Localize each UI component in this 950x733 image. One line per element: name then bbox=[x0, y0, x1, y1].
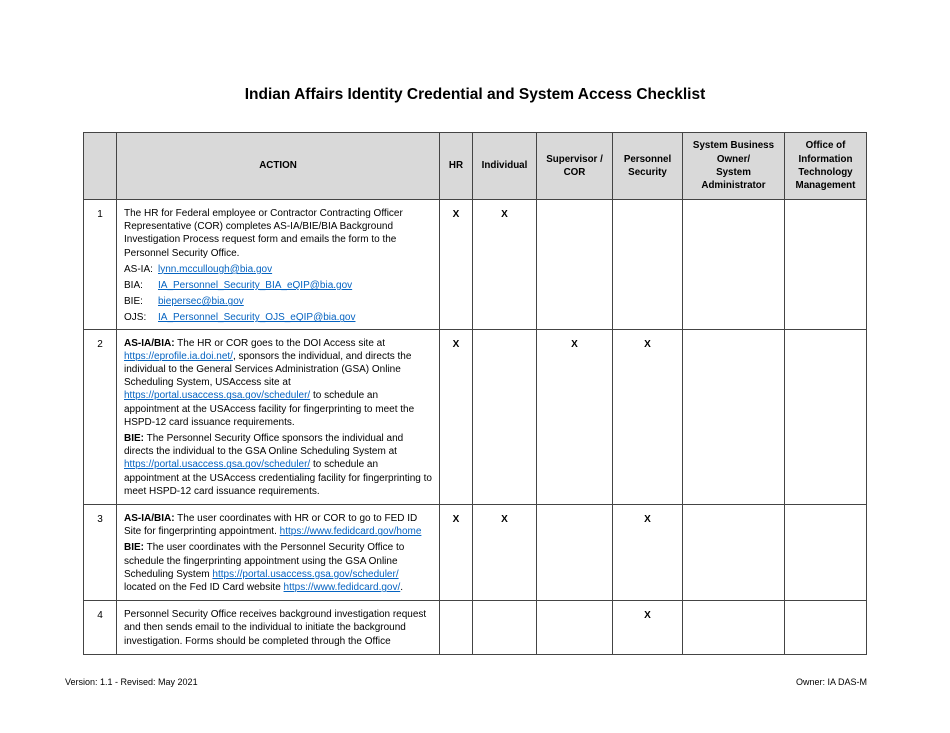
action-cell bbox=[117, 200, 440, 330]
contact-line bbox=[124, 263, 433, 276]
sbo-mark bbox=[683, 505, 785, 601]
individual-mark: X bbox=[473, 505, 537, 601]
org-label: AS-IA/BIA: bbox=[124, 337, 175, 349]
table-row bbox=[84, 601, 867, 655]
email-link[interactable]: biepersec@bia.gov bbox=[158, 296, 244, 308]
hr-mark: X bbox=[440, 200, 473, 330]
header-hr: HR bbox=[440, 133, 473, 200]
individual-mark bbox=[473, 601, 537, 655]
contact-label: BIE: bbox=[124, 296, 143, 308]
action-text: to schedule an appointment at the USAccess facility for fingerprinting to meet the HSPD-12 card issuance requirements. bbox=[124, 390, 415, 428]
action-text: located on the Fed ID Card website bbox=[124, 582, 284, 594]
table-row bbox=[84, 329, 867, 504]
fedidcard-link[interactable]: https://www.fedidcard.gov/ bbox=[283, 582, 401, 594]
table-row bbox=[84, 200, 867, 330]
supervisor-mark bbox=[537, 200, 613, 330]
usaccess-scheduler-link[interactable]: https://portal.usaccess.gsa.gov/scheduler/ bbox=[124, 459, 311, 471]
action-paragraph bbox=[124, 337, 433, 429]
org-label: BIE: bbox=[124, 542, 144, 554]
action-cell bbox=[117, 601, 440, 655]
row-number: 2 bbox=[84, 329, 117, 504]
contact-line bbox=[124, 279, 433, 292]
action-text: The HR or COR goes to the DOI Access site at bbox=[174, 337, 386, 349]
header-num bbox=[84, 133, 117, 200]
header-individual: Individual bbox=[473, 133, 537, 200]
header-oitm: Office of Information Technology Management bbox=[785, 133, 867, 200]
email-link[interactable]: IA_Personnel_Security_BIA_eQIP@bia.gov bbox=[158, 280, 353, 292]
action-text: Personnel Security Office receives background investigation request and then sends email to the individual to initiate the background investigation. Forms should be completed through the Office bbox=[124, 609, 427, 647]
header-action: ACTION bbox=[117, 133, 440, 200]
row-number: 1 bbox=[84, 200, 117, 330]
sbo-mark bbox=[683, 200, 785, 330]
supervisor-mark bbox=[537, 505, 613, 601]
email-link[interactable]: IA_Personnel_Security_OJS_eQIP@bia.gov bbox=[158, 312, 356, 324]
oitm-mark bbox=[785, 329, 867, 504]
fedidcard-home-link[interactable]: https://www.fedidcard.gov/home bbox=[279, 526, 422, 538]
action-text: , sponsors the individual, and directs the individual to the General Services Administration (GSA) Online Scheduling System, USAccess site at bbox=[124, 350, 412, 389]
row-number: 3 bbox=[84, 505, 117, 601]
checklist-table bbox=[83, 132, 867, 655]
action-cell bbox=[117, 329, 440, 504]
hr-mark: X bbox=[440, 505, 473, 601]
action-text: The HR for Federal employee or Contractor Contracting Officer Representative (COR) completes AS-IA/BIE/BIA Background Investigation Process request form and emails the form to the Personnel Security Office. bbox=[124, 208, 403, 259]
security-mark bbox=[613, 200, 683, 330]
contact-label: AS-IA: bbox=[124, 263, 153, 275]
contact-line bbox=[124, 295, 433, 308]
action-text: The user coordinates with the Personnel Security Office to schedule the fingerprinting appointment using the GSA Online Scheduling System bbox=[124, 542, 405, 580]
security-mark: X bbox=[613, 329, 683, 504]
usaccess-scheduler-link[interactable]: https://portal.usaccess.gsa.gov/scheduler/ bbox=[212, 568, 399, 580]
table-row bbox=[84, 505, 867, 601]
usaccess-scheduler-link[interactable]: https://portal.usaccess.gsa.gov/scheduler/ bbox=[124, 390, 311, 402]
header-sbo-line2: System Administrator bbox=[701, 167, 766, 192]
individual-mark: X bbox=[473, 200, 537, 330]
sbo-mark bbox=[683, 601, 785, 655]
header-supervisor-cor: Supervisor / COR bbox=[537, 133, 613, 200]
hr-mark: X bbox=[440, 329, 473, 504]
action-paragraph bbox=[124, 541, 433, 594]
header-system-business-owner bbox=[683, 133, 785, 200]
header-row bbox=[84, 133, 867, 200]
action-text: . bbox=[400, 582, 404, 594]
header-sbo-line1: System Business Owner/ bbox=[692, 140, 775, 165]
action-text: The user coordinates with HR or COR to go to FED ID Site for fingerprinting appointment. bbox=[124, 513, 418, 538]
security-mark: X bbox=[613, 505, 683, 601]
row-number: 4 bbox=[84, 601, 117, 655]
individual-mark bbox=[473, 329, 537, 504]
hr-mark bbox=[440, 601, 473, 655]
org-label: AS-IA/BIA: bbox=[124, 513, 175, 525]
action-paragraph bbox=[124, 432, 433, 498]
email-link[interactable]: lynn.mccullough@bia.gov bbox=[158, 263, 273, 275]
oitm-mark bbox=[785, 601, 867, 655]
header-personnel-security: Personnel Security bbox=[613, 133, 683, 200]
sbo-mark bbox=[683, 329, 785, 504]
oitm-mark bbox=[785, 200, 867, 330]
contact-label: OJS: bbox=[124, 312, 147, 324]
action-text: The Personnel Security Office sponsors the individual and directs the individual to the GSA Online Scheduling System at bbox=[124, 433, 404, 458]
org-label: BIE: bbox=[124, 433, 144, 445]
action-cell bbox=[117, 505, 440, 601]
page-title: Indian Affairs Identity Credential and System Access Checklist bbox=[244, 86, 706, 103]
supervisor-mark: X bbox=[537, 329, 613, 504]
security-mark: X bbox=[613, 601, 683, 655]
footer-version: Version: 1.1 - Revised: May 2021 bbox=[65, 677, 198, 687]
oitm-mark bbox=[785, 505, 867, 601]
action-text: to schedule an appointment at the USAccess credentialing facility for fingerprinting to meet HSPD-12 card issuance requirements. bbox=[124, 459, 432, 497]
action-paragraph bbox=[124, 512, 433, 538]
contact-label: BIA: bbox=[124, 280, 143, 292]
supervisor-mark bbox=[537, 601, 613, 655]
footer-owner: Owner: IA DAS-M bbox=[795, 677, 867, 687]
doi-access-link[interactable]: https://eprofile.ia.doi.net/ bbox=[124, 350, 233, 362]
contact-line bbox=[124, 311, 433, 324]
